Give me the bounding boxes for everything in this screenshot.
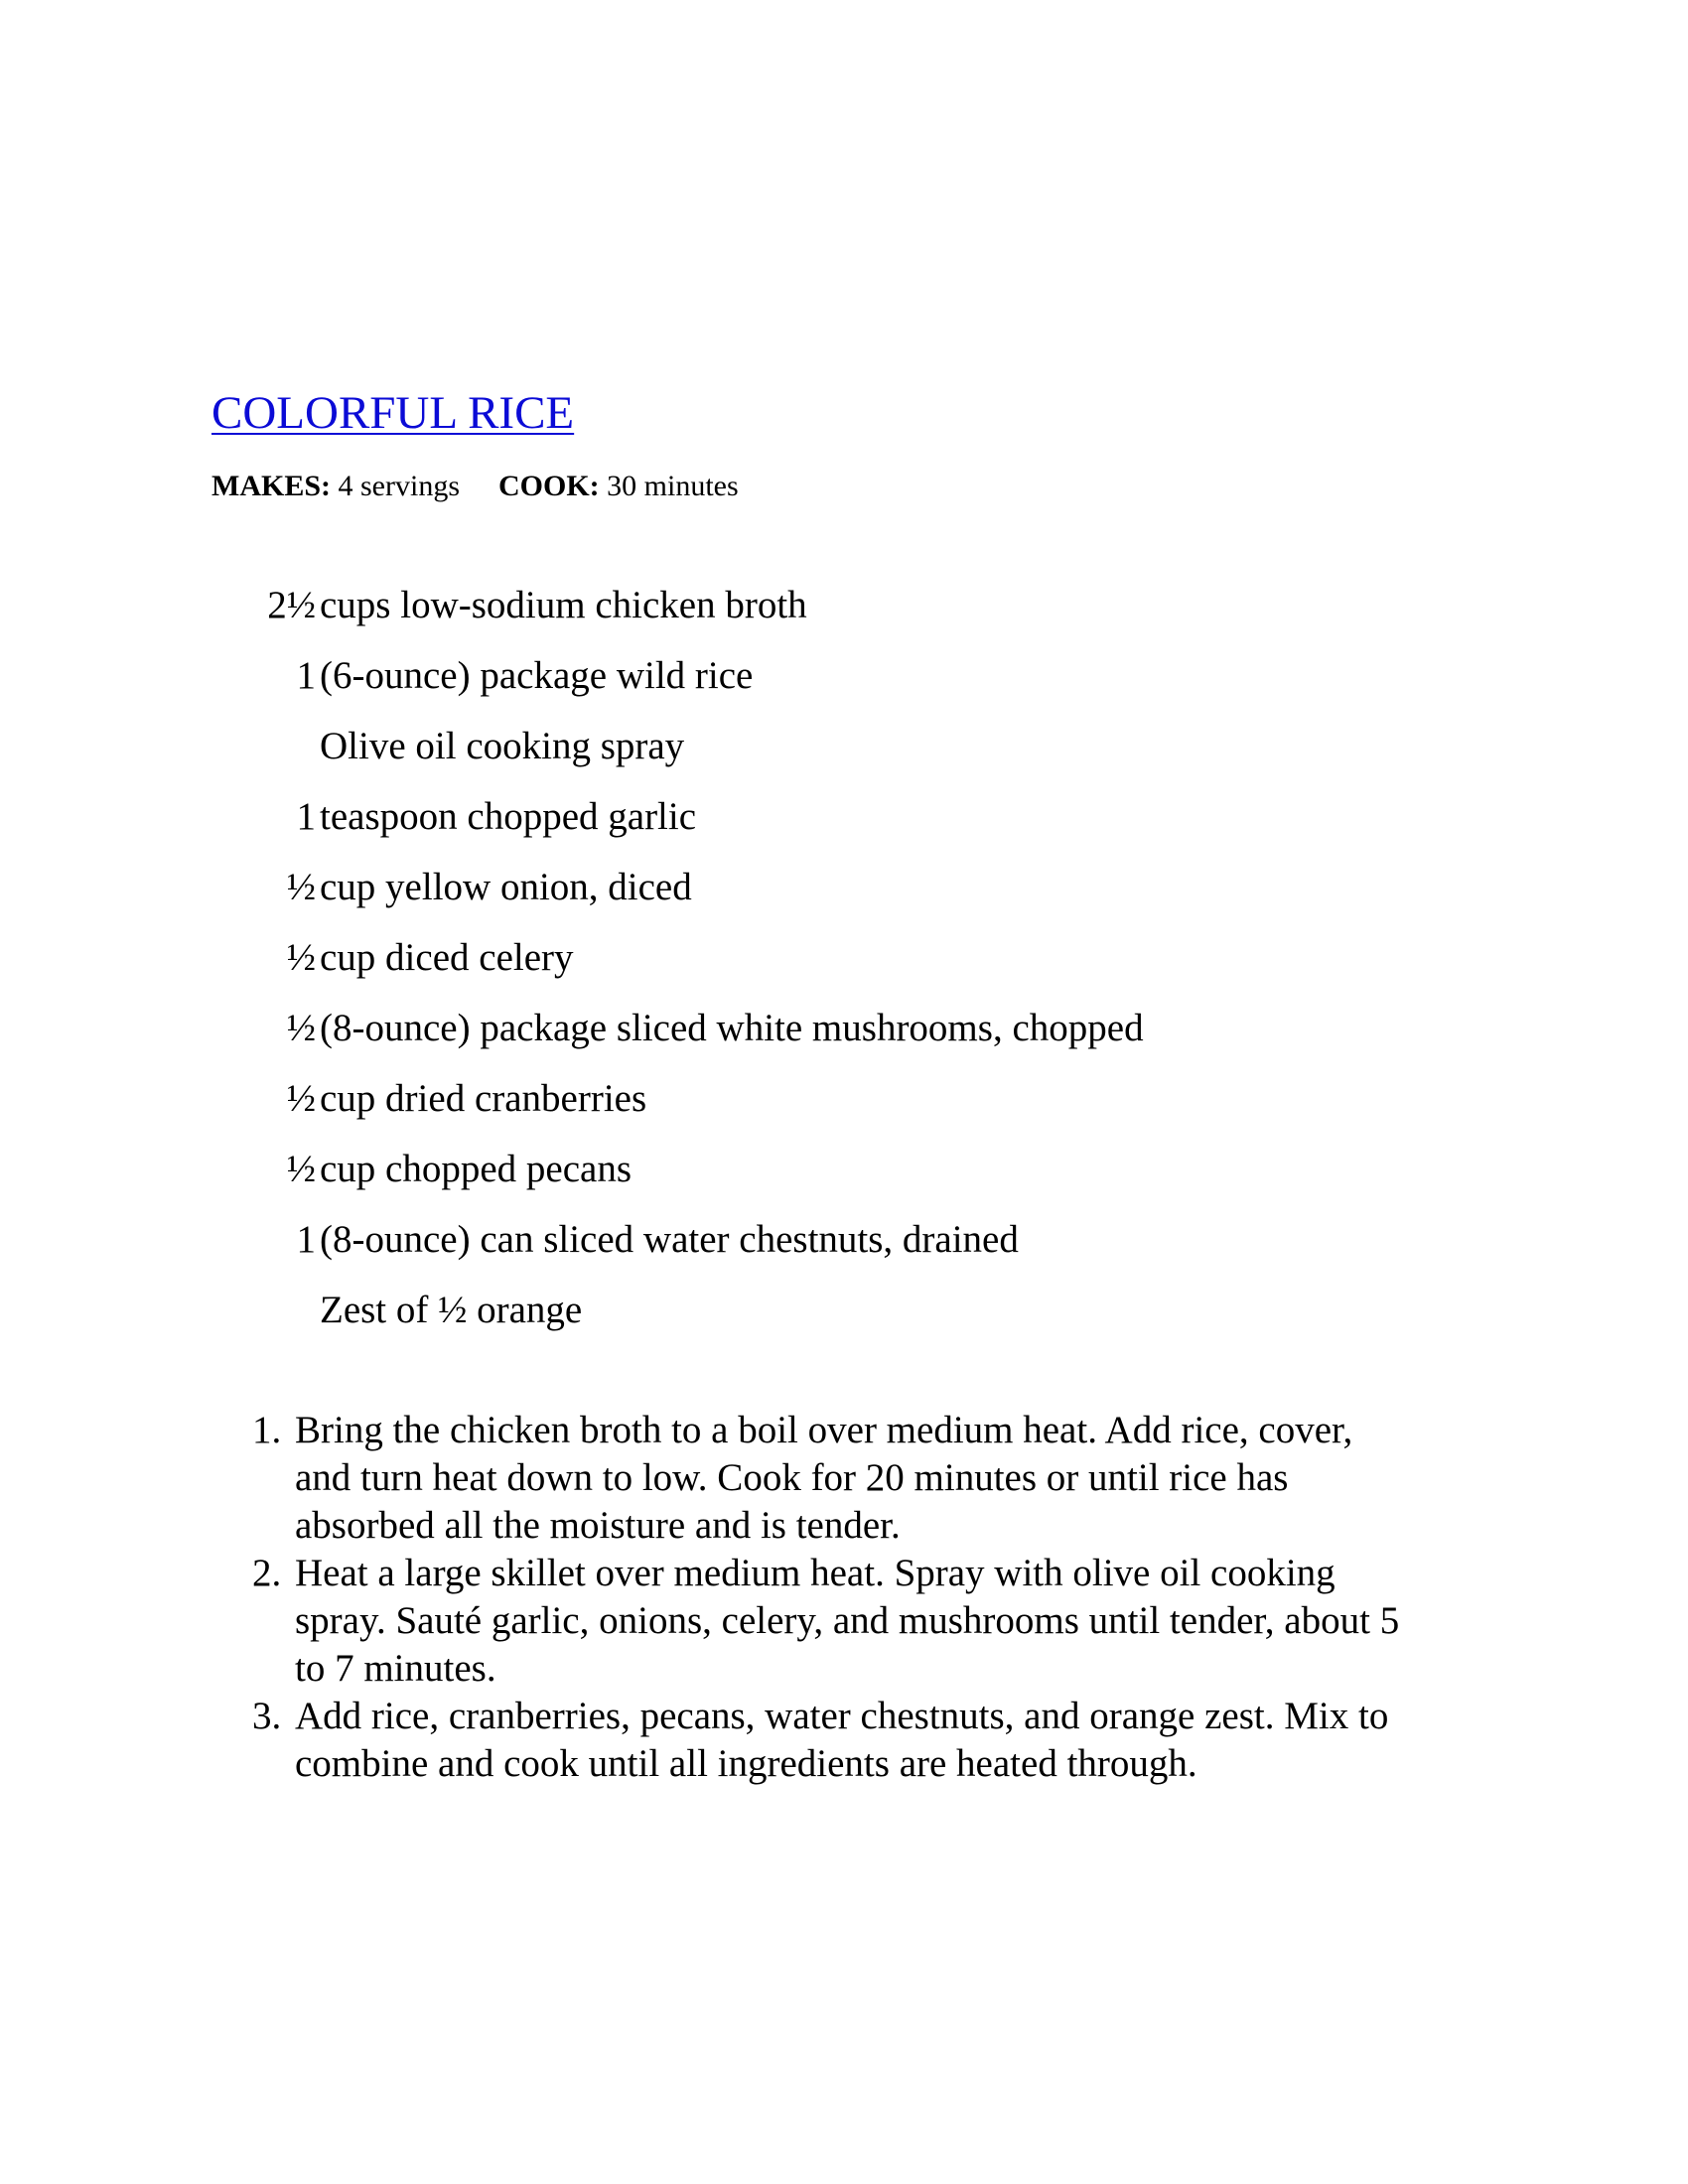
- ingredient-quantity: ½: [286, 1007, 316, 1049]
- recipe-title-link[interactable]: COLORFUL RICE: [211, 387, 575, 439]
- step-line: spray. Sauté garlic, onions, celery, and mushrooms until tender, about 5: [295, 1599, 1400, 1642]
- ingredient-quantity: ½: [286, 1077, 316, 1120]
- ingredient-name: (8-ounce) package sliced white mushrooms, chopped: [320, 1007, 1144, 1049]
- instruction-steps: [0, 1407, 1688, 1788]
- ingredient-item: [0, 581, 1688, 651]
- step-line: Add rice, cranberries, pecans, water chestnuts, and orange zest. Mix to: [295, 1695, 1389, 1737]
- ingredient-item: [0, 792, 1688, 863]
- ingredient-item: [0, 1145, 1688, 1215]
- ingredient-quantity: 2½: [267, 584, 316, 626]
- ingredient-name: cup dried cranberries: [320, 1077, 647, 1120]
- ingredient-quantity: ½: [286, 1148, 316, 1190]
- makes-label: MAKES:: [211, 470, 331, 502]
- ingredient-name: Olive oil cooking spray: [320, 725, 685, 767]
- ingredient-name: Zest of ½ orange: [320, 1289, 583, 1331]
- step-text: [295, 1550, 1486, 1693]
- ingredient-item: [0, 933, 1688, 1004]
- recipe-meta: [211, 469, 739, 504]
- ingredient-item: [0, 1074, 1688, 1145]
- cook-value: 30 minutes: [607, 470, 739, 502]
- ingredient-quantity: ½: [286, 936, 316, 979]
- ingredient-quantity: 1: [296, 795, 316, 838]
- step-line: absorbed all the moisture and is tender.: [295, 1504, 901, 1547]
- ingredient-item: [0, 1215, 1688, 1286]
- step-line: Bring the chicken broth to a boil over medium heat. Add rice, cover,: [295, 1409, 1353, 1451]
- step-text: [295, 1693, 1486, 1788]
- ingredient-name: cup yellow onion, diced: [320, 866, 692, 908]
- ingredient-name: cup chopped pecans: [320, 1148, 633, 1190]
- ingredient-item: [0, 863, 1688, 933]
- ingredient-item: [0, 722, 1688, 792]
- ingredient-name: teaspoon chopped garlic: [320, 795, 697, 838]
- ingredient-name: (6-ounce) package wild rice: [320, 654, 754, 697]
- ingredient-list: [0, 581, 1688, 1356]
- ingredient-item: [0, 1004, 1688, 1074]
- step-number: 3.: [252, 1695, 282, 1737]
- ingredient-quantity: 1: [296, 1218, 316, 1261]
- step-line: combine and cook until all ingredients are heated through.: [295, 1742, 1197, 1785]
- instruction-step: [0, 1550, 1688, 1693]
- step-line: to 7 minutes.: [295, 1647, 496, 1690]
- makes-value: 4 servings: [338, 470, 460, 502]
- step-number: 2.: [252, 1552, 282, 1594]
- instruction-step: [0, 1407, 1688, 1550]
- step-text: [295, 1407, 1486, 1550]
- ingredient-name: cup diced celery: [320, 936, 574, 979]
- ingredient-name: (8-ounce) can sliced water chestnuts, drained: [320, 1218, 1019, 1261]
- cook-label: COOK:: [498, 470, 600, 502]
- ingredient-item: [0, 651, 1688, 722]
- step-line: and turn heat down to low. Cook for 20 minutes or until rice has: [295, 1456, 1289, 1499]
- ingredient-quantity: 1: [296, 654, 316, 697]
- instruction-step: [0, 1693, 1688, 1788]
- ingredient-quantity: ½: [286, 866, 316, 908]
- ingredient-name: cups low-sodium chicken broth: [320, 584, 807, 626]
- step-line: Heat a large skillet over medium heat. Spray with olive oil cooking: [295, 1552, 1336, 1594]
- step-number: 1.: [252, 1409, 282, 1451]
- ingredient-item: [0, 1286, 1688, 1356]
